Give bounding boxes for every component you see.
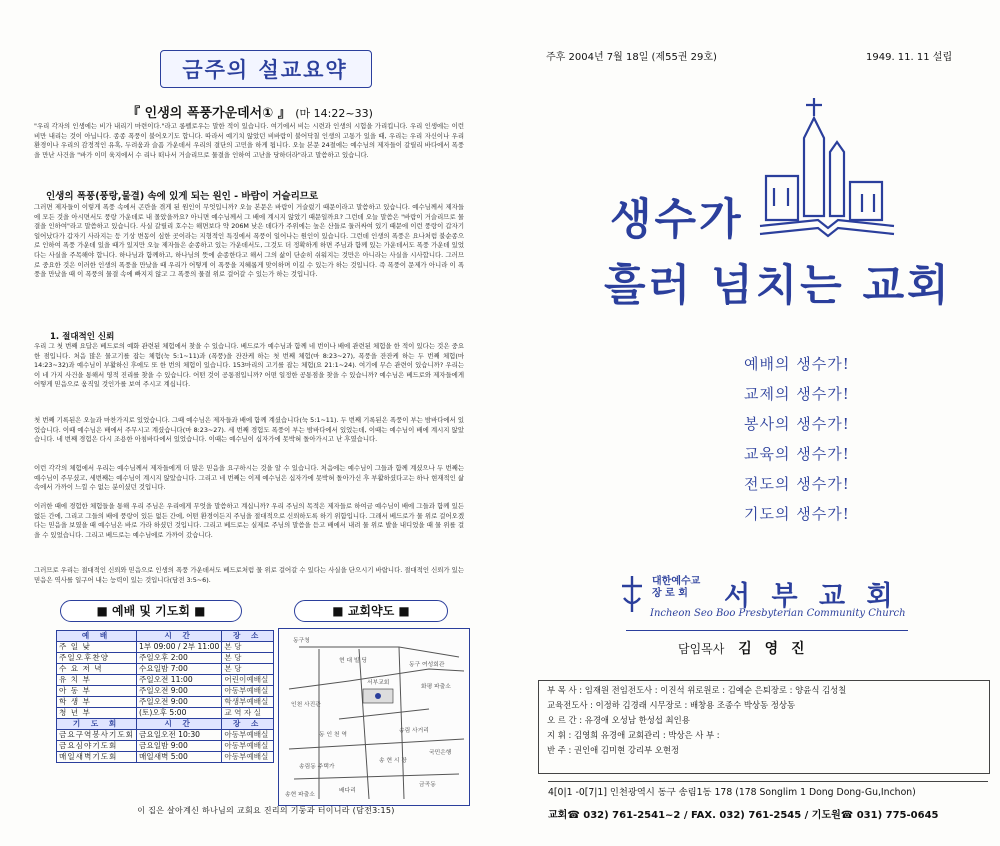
church-address: 4[0|1 -0[7|1] 인천광역시 동구 송림1동 178 (178 Songlim 1 Dong Dong-Gu,Inchon) — [548, 787, 916, 798]
map-label: 배다리 — [339, 788, 356, 794]
sub-slogan: 예배의 생수가! — [744, 355, 850, 373]
staff-row: 반 주 : 권인애 김미현 강리부 오현정 — [547, 745, 680, 755]
map-label: 화평 파출소 — [421, 684, 451, 690]
schedule-place: 아동부예배실 — [222, 686, 274, 697]
schedule-row — [57, 686, 274, 697]
schedule-event: 수 요 저 녁 — [57, 664, 137, 675]
section-title: 금주의 설교요약 — [182, 58, 348, 82]
sermon-summary-page — [0, 0, 482, 846]
address-divider — [548, 781, 988, 782]
schedule-place: 장 소 — [222, 719, 274, 730]
map-label: 송 현 시 장 — [379, 758, 407, 764]
message-title — [70, 102, 430, 121]
staff-row: 교육전도사 : 이정하 김경래 시무장로 : 배창용 조종수 박상동 정상동 — [547, 700, 796, 710]
schedule-event: 예 배 — [57, 631, 137, 642]
schedule-row — [57, 642, 274, 653]
message-title-text: 『 인생의 폭풍가운데서① 』 — [127, 106, 291, 121]
sub-slogan-list — [744, 353, 850, 533]
para-trust-3: 이런 각각의 체험에서 우리는 예수님께서 제자들에게 더 많은 믿음을 요구하시는 것을 알 수 있습니다. 처음에는 예수님이 그들과 함께 계셨으나 두 번째는 예수님이 주무셨고, 세번째는 예수님이 계시지 않았습니다. 그리고 네 번째는 이제 예수님은 십자가에 못박혀 돌아가신 후 부활하셨다고는 하나 현재적인 삶 속에서 가까이 느낄 수 없는 분이셨던 것입니다. — [34, 464, 464, 492]
staff-row: 지 휘 : 김영희 유경애 교회관리 : 박상은 사 부 : — [547, 730, 720, 740]
schedule-time: 금요일밤 9:00 — [137, 741, 222, 752]
map-label: 현 대 빌 딩 — [339, 658, 367, 664]
schedule-time: 금요일오전 10:30 — [137, 730, 222, 741]
map-roads — [279, 629, 469, 805]
sub-slogan: 교육의 생수가! — [744, 445, 850, 463]
map-label: 동 인 천 역 — [319, 732, 347, 738]
schedule-event: 청 년 부 — [57, 708, 137, 719]
sub-slogan: 봉사의 생수가! — [744, 415, 850, 433]
map-label: 금곡동 — [419, 782, 436, 788]
church-cross-logo-icon — [618, 574, 646, 614]
church-building-icon — [758, 96, 898, 246]
schedule-header-row — [57, 719, 274, 730]
staff-box — [538, 680, 990, 774]
sub-slogan: 전도의 생수가! — [744, 475, 850, 493]
para-trust-1: 우리 그 첫 번째 요답은 베드로의 예화 관련된 체험에서 찾을 수 있습니다. 베드로가 예수님과 함께 네 번이나 배에 관련된 체험을 한 적이 있다는 것은 중요한 점입니다. 처음 많은 물고기를 잡는 체험(눅 5:1~11)과 (폭풍)을 잔잔케 하는 첫 번째 체험(마 8:23~27), 폭풍을 잔잔케 하는 두 번째 체험(마 14:23~32)과 예수님이 부활하신 후에도 또 한 번의 체험이 있습니다. 153마리의 고기를 잡는 체험(요 21:1~24). 여기에 무슨 관련이 있습니까? 우리는 이 네 가지 사건을 통해서 영적 진리를 찾을 수 있습니다. 어떤 것이 공통점입니까? 어떤 일정한 공통점을 찾을 수 있습니까? 예수님은 베드로와 제자들에게 어떻게 믿음으로 움직일 것인가를 보여 주시고 계십니다. — [34, 342, 464, 389]
para-cause: 그러면 제자들이 이렇게 폭풍 속에서 곤란을 겪게 된 원인이 무엇입니까? 오늘 본문은 바람이 거슬렀기 때문이라고 말씀하고 있습니다. 예수님께서 제자들에 모든 것을 아시면서도 풍랑 가운데로 내 몰았을까요? 아니면 예수님께서 그 배에 계시지 않았기 때문일까요? 그런데 오늘 말씀은 "바람이 거슬리므로 물결을 인하여"라고 말씀하고 있습니다. 사실 갈릴리 호수는 해면보다 약 206M 낮은 데다가 주위에는 높은 산들로 둘러싸여 있기 때문에 이런 풍랑이 갑자기 일어났다가 갑자기 사라지는 등 기상 변동이 심한 곳이라는 지형적인 특징에서 폭풍이 일어나는 원인이 있습니다. 그런데 인생의 폭풍은 요나처럼 불순종으로 인하여 폭풍 가운데 있을 때가 있지만 오늘 제자들은 순종하고 있는 가운데서도, 그것도 더 정확하게 하면 주님과 함께 있는 가운데서도 폭풍 가운데 있었다는 사실을 주목해야 합니다. 하나님과 함께하고, 하나님의 뜻에 순종한다고 해서 그의 삶이 단순히 쉬워지는 것만은 아니라는 사실을 시사합니다. 그러므로 중요한 것은 이러한 인생의 폭풍을 만났을 때 우리가 어떻게 이 폭풍을 지혜롭게 맞이하며 이길 수 있는가 하는 것입니다. 즉 폭풍이 문제가 아니라 이 폭풍을 만났을 때 이 폭풍의 물결 속에 빠지지 않고 그 폭풍의 물결 위로 걸어갈 수 있는가 하는 것입니다. — [34, 203, 464, 279]
pastor-name: 김 영 진 — [738, 641, 809, 657]
schedule-event: 금요구역봉사기도회 — [57, 730, 137, 741]
pastor-label: 담임목사 — [678, 642, 725, 656]
schedule-event: 주 일 낮 — [57, 642, 137, 653]
divider — [626, 630, 908, 631]
map-label: 서부교회 — [367, 680, 390, 686]
schedule-place: 교 역 자 실 — [222, 708, 274, 719]
schedule-event: 매일새벽기도회 — [57, 752, 137, 763]
pastor — [678, 638, 809, 658]
schedule-time: 주일오전 11:00 — [137, 675, 222, 686]
staff-row: 오 르 간 : 유경애 오성남 한성섭 최인용 — [547, 715, 690, 725]
message-scripture-ref: (마 14:22~33) — [295, 107, 373, 120]
intro-paragraph: "우리 각자의 인생에는 비가 내리기 마련이다."라고 롱펠로우는 말한 적이 있습니다. 여기에서 비는 시련과 인생의 시험을 가리킵니다. 우리 인생에는 이런 비만 내리는 것이 아닙니다. 종종 폭풍이 불어오기도 합니다. 따라서 예기치 않았던 비바람이 불어닥칠 인생의 고통가 있을 때, 우리는 우리 자신이나 우리 환경이나 우리의 감정적인 유혹, 두려움과 슬픔 가운데서 우리의 결단의 고민을 하게 됩니다. 오늘 본문 24절에는 예수님의 제자들이 갈릴리 바다에서 폭풍을 만난 사건을 "바가 이미 육지에서 수 리나 떠나서 거슬리므로 물결을 인하여 고난을 당하더라"라고 말씀하고 있습니다. — [34, 122, 464, 159]
schedule-place: 아동부예배실 — [222, 752, 274, 763]
schedule-event: 주일오후찬양 — [57, 653, 137, 664]
schedule-time: 주일오전 9:00 — [137, 697, 222, 708]
slogan-line-2: 흘러 넘치는 교회 — [604, 261, 952, 311]
schedule-row — [57, 741, 274, 752]
schedule-time: 수요일밤 7:00 — [137, 664, 222, 675]
map-label: 국민은행 — [429, 750, 452, 756]
schedule-event: 금요심야기도회 — [57, 741, 137, 752]
schedule-event: 아 동 부 — [57, 686, 137, 697]
para-trust-5: 그러므로 우리는 절대적인 신뢰와 믿음으로 인생의 폭풍 가운데서도 베드로처럼 물 위로 걸어갈 수 있다는 사실을 단으시기 바랍니다. 절대적인 신뢰가 있는 믿음은 역사를 일구어 내는 능력이 있는 것입니다(담전 3:5~6). — [34, 566, 464, 584]
church-name-english: Incheon Seo Boo Presbyterian Community Church — [650, 608, 906, 619]
schedule-header-row — [57, 631, 274, 642]
church-map — [278, 628, 470, 806]
denomination-line-2: 장 로 회 — [652, 588, 688, 599]
map-label: 동구청 — [293, 638, 310, 644]
schedule-row — [57, 653, 274, 664]
bulletin-cover-page — [500, 0, 1000, 846]
schedule-time: 주일오후 2:00 — [137, 653, 222, 664]
schedule-place: 어린이예배실 — [222, 675, 274, 686]
schedule-place: 학생부예배실 — [222, 697, 274, 708]
worship-schedule-label: ■ 예배 및 기도회 ■ — [60, 600, 242, 622]
sub-slogan: 교제의 생수가! — [744, 385, 850, 403]
schedule-place: 본 당 — [222, 642, 274, 653]
schedule-place: 아동부예배실 — [222, 741, 274, 752]
contact-phones: 교회☎ 032) 761-2541~2 / FAX. 032) 761-2545 / 기도원☎ 031) 775-0645 — [548, 810, 939, 821]
map-label: 인천 사진관 — [291, 702, 321, 708]
founded-date: 1949. 11. 11 설립 — [866, 52, 953, 63]
schedule-time: 시 간 — [137, 719, 222, 730]
worship-schedule-table — [56, 630, 274, 763]
schedule-time: 1부 09:00 / 2부 11:00 — [137, 642, 222, 653]
schedule-time: 매일새벽 5:00 — [137, 752, 222, 763]
schedule-event: 유 치 부 — [57, 675, 137, 686]
schedule-time: (토)오후 5:00 — [137, 708, 222, 719]
slogan-line-1: 생수가 — [610, 195, 744, 245]
map-label: 송현 파출소 — [285, 792, 315, 798]
footer-verse: 이 집은 살아계신 하나님의 교회요 진리의 기둥과 터이니라 (담전3:15) — [137, 806, 395, 815]
denomination-line-1: 대한예수교 — [652, 576, 701, 587]
schedule-time: 시 간 — [137, 631, 222, 642]
schedule-event: 학 생 부 — [57, 697, 137, 708]
staff-row: 부 목 사 : 임재원 전임전도사 : 이진석 위로원로 : 김예순 은퇴장로 : 양윤식 김성칠 — [547, 685, 847, 695]
service-date: 주후 2004년 7월 18일 (제55권 29호) — [546, 52, 717, 63]
schedule-row — [57, 752, 274, 763]
church-location-dot — [375, 693, 381, 699]
map-label: 송림 사거리 — [399, 728, 429, 734]
schedule-row — [57, 664, 274, 675]
map-label: 동구 여성회관 — [409, 662, 445, 668]
schedule-row — [57, 730, 274, 741]
map-label: ■ 교회약도 ■ — [294, 600, 448, 622]
schedule-place: 장 소 — [222, 631, 274, 642]
church-name: 서 부 교 회 — [724, 581, 899, 612]
schedule-row — [57, 675, 274, 686]
schedule-event: 기 도 회 — [57, 719, 137, 730]
heading-absolute-trust: 1. 절대적인 신뢰 — [50, 332, 115, 342]
schedule-row — [57, 708, 274, 719]
schedule-place: 아동부예배실 — [222, 730, 274, 741]
schedule-place: 본 당 — [222, 653, 274, 664]
schedule-place: 본 당 — [222, 664, 274, 675]
para-trust-4: 이러한 때에 경험한 체험들을 통해 우리 주님은 우리에게 무엇을 말씀하고 계십니까? 우리 주님의 목적은 제자들로 하여금 예수님이 배에 그들과 함께 있든 없든 간에, 그리고 그들의 배에 풍랑이 있든 없든 간에, 어떤 환경이든지 주님을 절대적으로 신뢰하도록 하기 위함입니다. 그래서 베드로가 물 위로 걸어오겠다는 믿음을 보였을 때 예수님은 바로 가라 하셨던 것입니다. 그리고 베드로는 실제로 주님의 말씀을 듣고 배에서 내려 물 위로 발을 내디었을 때 물 위를 걸을 수 있었습니다. 그리고 베드로는 예수님에로 가까이 갔습니다. — [34, 502, 464, 539]
heading-cause: 인생의 폭풍(풍랑,물결) 속에 있게 되는 원인 - 바람이 거슬리므로 — [46, 191, 319, 202]
para-trust-2: 첫 번째 기록된은 오늘과 마찬가지로 있었습니다. 그때 예수님은 제자들과 배에 함께 계셨습니다(눅 5:1~11). 두 번째 기록된은 폭풍이 부는 밤바다에서 있었습니다. 이때 예수님은 배에서 주무시고 계셨습니다(마 8:23~27). 세 번째 경험도 폭풍이 부는 밤바다에서 있었는데, 이때는 예수님이 배에 계시지 않았습니다. 네 번째 경험은 다시 조용한 아침바다에서 있었습니다. 이때는 예수님이 십자가에 못박혀 돌아가시고 난 후였습니다. — [34, 416, 464, 444]
denomination — [652, 576, 700, 600]
schedule-time: 주일오전 9:00 — [137, 686, 222, 697]
map-label: 송림동 주택가 — [299, 764, 335, 770]
schedule-row — [57, 697, 274, 708]
sub-slogan: 기도의 생수가! — [744, 505, 850, 523]
